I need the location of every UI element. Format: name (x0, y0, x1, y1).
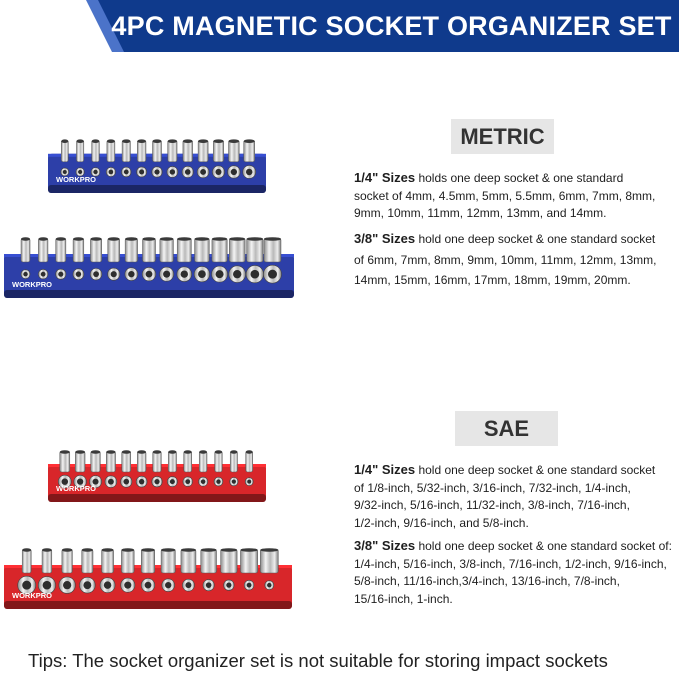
svg-text:WORKPRO: WORKPRO (12, 280, 52, 289)
metric-quarter-line-2: socket of 4mm, 4.5mm, 5mm, 5.5mm, 6mm, 7mm, 8mm, (354, 188, 656, 203)
sae-quarter-inch-tray (46, 436, 268, 506)
sae-three-eighth-line-1: hold one deep socket & one standard socket of: (418, 539, 672, 553)
sae-three-eighth-line-2: 1/4-inch, 5/16-inch, 3/8-inch, 7/16-inch, 1/2-inch, 9/16-inch, (354, 556, 667, 571)
sae-three-eighth-line-3: 5/8-inch, 11/16-inch,3/4-inch, 13/16-inch, 7/8-inch, (354, 574, 620, 588)
metric-three-eighth-line-3: 14mm, 15mm, 16mm, 17mm, 18mm, 19mm, 20mm. (354, 273, 631, 287)
sae-three-eighth-line-4: 15/16-inch, 1-inch. (354, 591, 453, 606)
sae-quarter-line-3: 9/32-inch, 5/16-inch, 11/32-inch, 3/8-inch, 7/16-inch, (354, 498, 630, 512)
sae-label: SAE (455, 411, 558, 446)
metric-quarter-line-1: holds one deep socket & one standard (418, 171, 624, 185)
header-banner (0, 0, 679, 52)
sae-three-eighth-inch-tray (2, 533, 294, 613)
tips-text: Tips: The socket organizer set is not suitable for storing impact sockets (28, 650, 608, 671)
metric-label: METRIC (451, 119, 554, 154)
sae-three-eighth-description (354, 537, 672, 608)
metric-three-eighth-line-1: hold one deep socket & one standard socket (418, 232, 656, 246)
metric-quarter-line-3: 9mm, 10mm, 11mm, 12mm, 13mm, and 14mm. (354, 206, 607, 220)
metric-quarter-inch-tray (46, 125, 268, 197)
svg-text:WORKPRO: WORKPRO (12, 591, 52, 600)
metric-quarter-description (354, 169, 655, 223)
sae-quarter-line-2: of 1/8-inch, 5/32-inch, 3/16-inch, 7/32-inch, 1/4-inch, (354, 480, 631, 495)
metric-three-eighth-inch-tray (2, 222, 296, 302)
sae-quarter-description (354, 461, 655, 532)
svg-text:WORKPRO: WORKPRO (56, 175, 96, 184)
sae-quarter-line-1: hold one deep socket & one standard socket (418, 463, 656, 477)
metric-three-eighth-size: 3/8" Sizes (354, 231, 416, 246)
sae-three-eighth-size: 3/8" Sizes (354, 538, 416, 553)
sae-quarter-size: 1/4" Sizes (354, 462, 416, 477)
svg-text:WORKPRO: WORKPRO (56, 484, 96, 493)
banner-title: 4PC MAGNETIC SOCKET ORGANIZER SET (111, 11, 672, 41)
metric-three-eighth-description (354, 229, 656, 291)
sae-quarter-line-4: 1/2-inch, 9/16-inch, and 5/8-inch. (354, 515, 529, 530)
metric-quarter-size: 1/4" Sizes (354, 170, 416, 185)
metric-three-eighth-line-2: of 6mm, 7mm, 8mm, 9mm, 10mm, 11mm, 12mm, 13mm, (354, 252, 657, 267)
